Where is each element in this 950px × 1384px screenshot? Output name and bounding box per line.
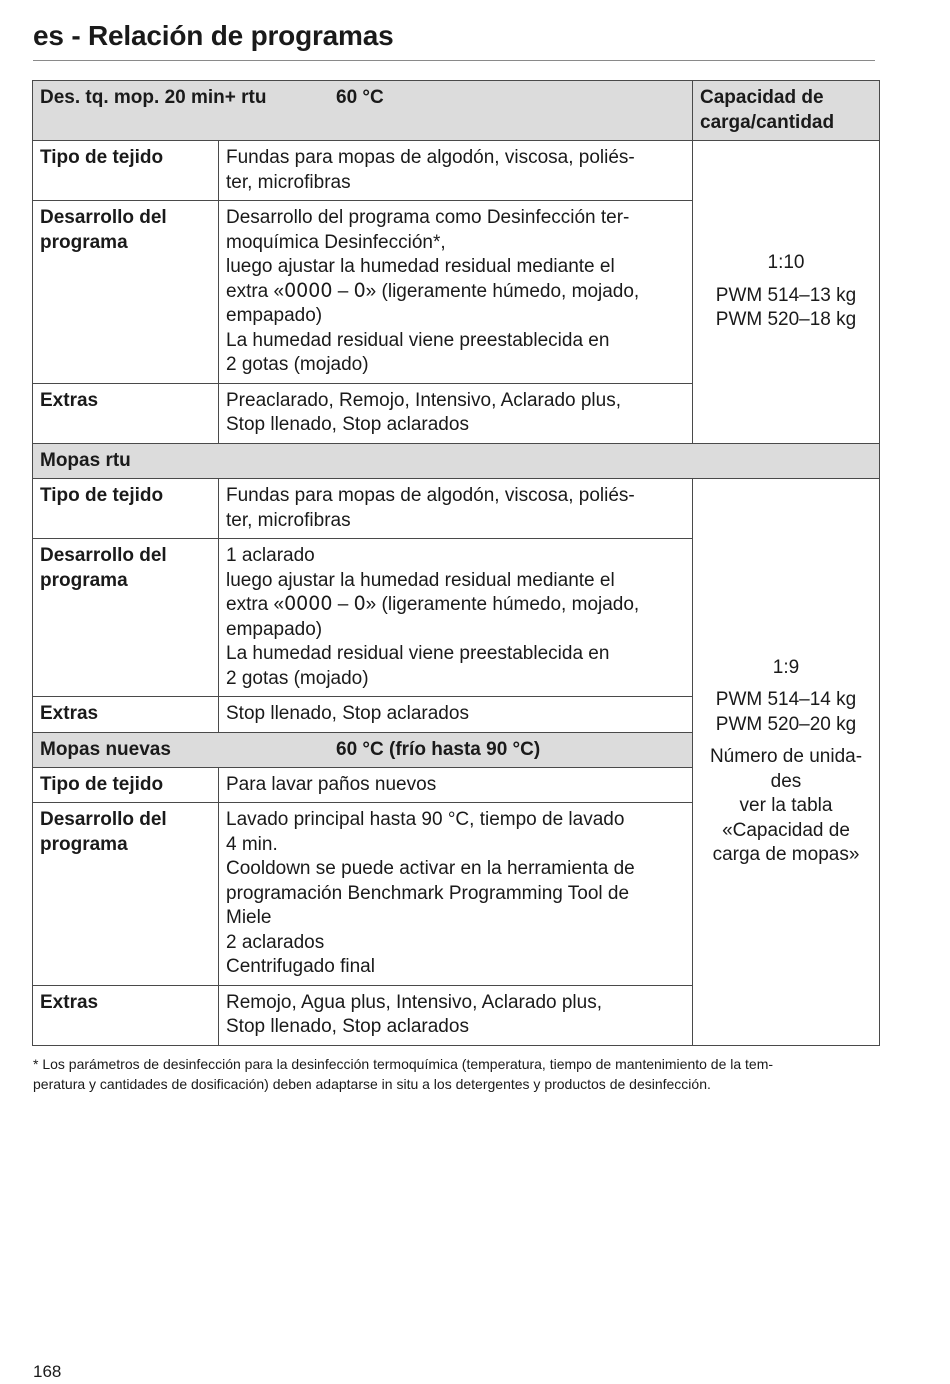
footnote: * Los parámetros de desinfección para la desinfección termoquímica (temperatura, tiempo de mantenimiento de la tem- peratura y cantidades de dosificación) deben adaptarse in situ a los detergentes y productos de desinfección. bbox=[33, 1056, 774, 1092]
development-value: 1 aclarado luego ajustar la humedad residual mediante el extra «߀ – ߀߀߀߀» (ligeramente húmedo, mojado, empapado) La humedad residual viene preestablecida en 2 gotas (mojado) bbox=[219, 539, 693, 697]
extras-label: Extras bbox=[33, 985, 219, 1045]
program-temperature: 60 °C bbox=[336, 87, 384, 108]
extras-value: Stop llenado, Stop aclarados bbox=[219, 697, 693, 733]
capacity-cell bbox=[693, 479, 880, 1046]
fabric-value: Para lavar paños nuevos bbox=[219, 767, 693, 803]
capacity-note: carga de mopas» bbox=[712, 844, 860, 866]
capacity-line: PWM 520–20 kg bbox=[715, 713, 857, 735]
program-name: Des. tq. mop. 20 min+ rtu bbox=[40, 87, 267, 108]
program-name: Mopas nuevas bbox=[40, 738, 171, 760]
development-label: Desarrollo del programa bbox=[33, 539, 219, 697]
capacity-line: PWM 514–14 kg bbox=[715, 689, 857, 711]
extras-value: Remojo, Agua plus, Intensivo, Aclarado plus, Stop llenado, Stop aclarados bbox=[219, 985, 693, 1045]
capacity-note: des bbox=[770, 770, 802, 792]
capacity-line: PWM 514–13 kg bbox=[715, 284, 857, 306]
capacity-header: Capacidad de carga/cantidad bbox=[693, 81, 880, 141]
development-label: Desarrollo del programa bbox=[33, 803, 219, 986]
capacity-cell bbox=[693, 141, 880, 444]
title-divider bbox=[33, 60, 875, 61]
program-temperature: 60 °C (frío hasta 90 °C) bbox=[336, 738, 541, 760]
fabric-value: Fundas para mopas de algodón, viscosa, poliés- ter, microfibras bbox=[219, 141, 693, 201]
table-row bbox=[33, 81, 880, 141]
program-header-mopas-nuevas bbox=[33, 732, 693, 767]
extras-label: Extras bbox=[33, 697, 219, 733]
extras-label: Extras bbox=[33, 383, 219, 443]
fabric-label: Tipo de tejido bbox=[33, 141, 219, 201]
fabric-label: Tipo de tejido bbox=[33, 479, 219, 539]
development-label: Desarrollo del programa bbox=[33, 201, 219, 384]
fabric-label: Tipo de tejido bbox=[33, 767, 219, 803]
fabric-value: Fundas para mopas de algodón, viscosa, poliés- ter, microfibras bbox=[219, 479, 693, 539]
development-value: Desarrollo del programa como Desinfección ter- moquímica Desinfección*, luego ajustar la humedad residual mediante el extra «߀ – ߀߀߀߀» (ligeramente húmedo, mojado, empapado) La humedad residual viene preestablecida en 2 gotas (mojado) bbox=[219, 201, 693, 384]
table-row bbox=[33, 141, 880, 201]
table-row bbox=[33, 479, 880, 539]
capacity-note: «Capacidad de bbox=[722, 819, 850, 841]
capacity-ratio: 1:9 bbox=[772, 656, 800, 678]
extras-value: Preaclarado, Remojo, Intensivo, Aclarado plus, Stop llenado, Stop aclarados bbox=[219, 383, 693, 443]
page-number: 168 bbox=[33, 1362, 62, 1381]
program-table bbox=[32, 80, 880, 1046]
program-header-mopas-rtu bbox=[33, 443, 880, 479]
table-row bbox=[33, 443, 880, 479]
page-title: es - Relación de programas bbox=[33, 20, 394, 51]
capacity-note: ver la tabla bbox=[739, 795, 833, 817]
capacity-note: Número de unida- bbox=[709, 746, 863, 768]
capacity-line: PWM 520–18 kg bbox=[715, 309, 857, 330]
program-name: Mopas rtu bbox=[40, 449, 131, 471]
development-value: Lavado principal hasta 90 °C, tiempo de lavado 4 min. Cooldown se puede activar en la herramienta de programación Benchmark Programming Tool de Miele 2 aclarados Centrifugado final bbox=[219, 803, 693, 986]
capacity-ratio: 1:10 bbox=[767, 252, 805, 273]
program-header-desinfeccion bbox=[33, 81, 693, 141]
